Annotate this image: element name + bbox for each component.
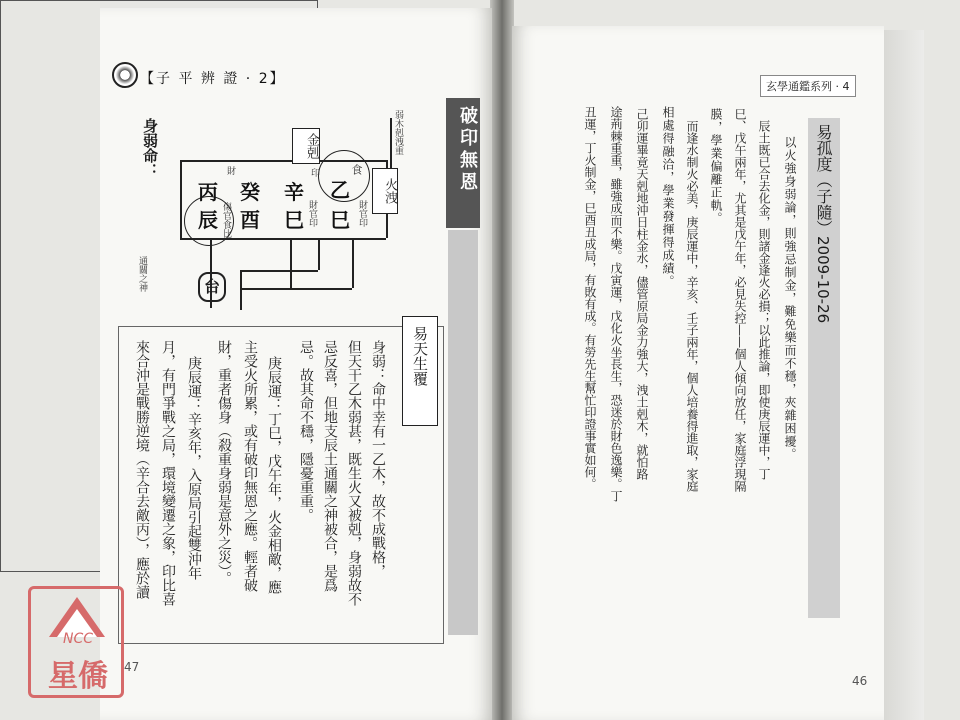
right-date: 2009-10-26	[814, 236, 832, 324]
seller-stamp	[28, 586, 124, 698]
book-logo-icon	[112, 62, 138, 88]
left-col-1: 身弱：命中幸有一乙木，故不成戰格，	[370, 340, 386, 578]
hidden-stems-1: 傷官食比	[221, 202, 231, 238]
fire-label: 火洩	[372, 168, 398, 214]
chapter-title: 破印無恩	[446, 98, 480, 228]
left-col-4: 忌。故其命不穩，隱憂重重。	[298, 340, 314, 522]
right-col-5: 而逢水制火必美，庚辰運中，辛亥、壬子兩年，個人培養得進取，家庭	[685, 120, 699, 492]
left-col-2: 但天干乙木弱甚，既生火又被剋，身弱故不	[346, 340, 362, 606]
hidden-stems-2: 財官印	[307, 200, 317, 227]
annotation-wealth: 財	[225, 166, 235, 175]
left-author: 易天生覆	[411, 326, 429, 386]
gate-icon: 台	[198, 272, 226, 302]
left-page-header: 【子 平 辨 證 · 2】	[140, 71, 286, 87]
annotation-seal: 印	[309, 168, 319, 177]
left-col-10: 來合沖是戰勝逆境（辛合去敵丙），應於讀	[134, 340, 150, 599]
right-col-4: 膜，學業偏離正軌。	[709, 108, 723, 225]
right-col-7: 己卯運畢竟天剋地沖日柱金水，儘管原局金力強大，洩土剋木，就怕路	[635, 108, 649, 480]
annotation-top-right: 弱木剋洩重	[393, 110, 403, 155]
left-col-5: 庚辰運：丁巳，戊午年，火金相敵，應	[266, 356, 282, 594]
chart-side-label: 身弱命：	[141, 118, 159, 178]
stem-2: 癸	[240, 180, 260, 204]
stem-1: 丙	[198, 180, 218, 204]
left-col-9: 月，有門爭戰之局，環境變遷之象，印比喜	[160, 340, 176, 606]
left-col-3: 忌反喜，但地支辰土通關之神被合，是爲	[322, 340, 338, 592]
page-edge	[884, 30, 924, 720]
book-spine	[490, 0, 514, 720]
right-page-header: 玄學通鑑系列 · 4	[760, 75, 856, 97]
right-col-3: 巳、戊午兩年，尤其是戊午年，必見失控——個人傾向放任，家庭浮現隔	[733, 108, 747, 492]
left-col-8: 庚辰運：辛亥年，入原局引起雙沖年	[186, 356, 202, 580]
right-author: 易孤度（子隨）	[814, 124, 833, 236]
right-col-9: 丑運，丁火制金，巳酉丑成局，有敗有成。有勞先生幫忙印證事實如何。	[583, 106, 597, 490]
stem-3: 辛	[284, 180, 304, 204]
hidden-stems-3: 財官印	[357, 200, 367, 227]
branch-1: 辰	[198, 208, 218, 232]
annotation-food: 食	[350, 164, 363, 175]
branch-3: 巳	[284, 208, 304, 232]
right-col-6: 相處得融洽，學業發揮得成績。	[661, 106, 675, 288]
stamp-latin: NCC	[62, 631, 94, 647]
right-col-2: 辰土既已合去化金，則諸金逢火必損；以此推論，即使庚辰運中，丁	[757, 120, 771, 480]
side-bar	[448, 230, 478, 635]
right-page-number: 46	[852, 674, 868, 688]
left-page-number: 47	[124, 660, 140, 674]
stem-4: 乙	[330, 178, 350, 202]
annotation-gate: 通關之神	[137, 256, 147, 292]
branch-4: 巳	[330, 208, 350, 232]
right-col-8: 途荊棘重重，雖強成而不樂。戊寅運，戊化火坐長生，恐迷於財色逸樂。丁	[609, 106, 623, 502]
right-col-1: 以火強身弱論，則強忌制金，難免樂而不穩，夾雜困擾。	[783, 136, 797, 461]
metal-label: 金剋	[292, 128, 320, 164]
stamp-name: 星僑	[48, 659, 108, 694]
left-col-7: 財，重者傷身（殺重身弱是意外之災）。	[216, 340, 232, 585]
left-col-6: 主受火所累，或有破印無恩之應。輕者破	[242, 340, 258, 592]
branch-2: 酉	[240, 208, 260, 232]
